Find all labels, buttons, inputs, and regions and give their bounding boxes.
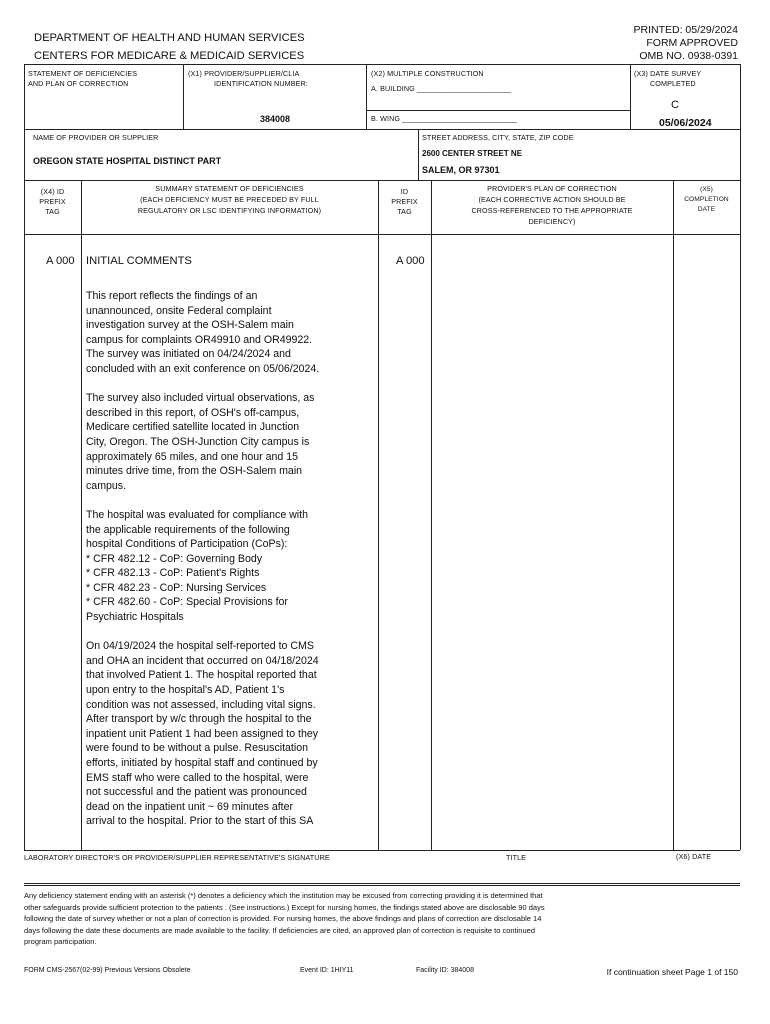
paragraph: The hospital was evaluated for compliance with the applicable requirements of the following hospital Conditions of Participation (CoPs): * CFR 482.12 - CoP: Governing Body * CFR 482.13 - CoP: Patient's Rights * CFR 482.23 - CoP: Nursing Services * CFR 482.60 - CoP: Special Provisions for Psychiatric Hospitals (86, 508, 308, 624)
facility-id: Facility ID: 384008 (416, 967, 474, 974)
department-name: DEPARTMENT OF HEALTH AND HUMAN SERVICES (34, 32, 305, 44)
plan-header-4: DEFICIENCY) (528, 217, 576, 226)
building-label: A. BUILDING _______________________ (371, 84, 512, 93)
paragraph: This report reflects the findings of an unannounced, onsite Federal complaint investigation survey at the OSH-Salem main campus for complaints OR49910 and OR49922. The survey was initiated on 04/24/2024 and concluded with an exit conference on 05/06/2024. (86, 290, 320, 375)
rule-col-summary (378, 180, 379, 850)
summary-header-3: REGULATORY OR LSC IDENTIFYING INFORMATION) (137, 206, 322, 215)
provider-name: OREGON STATE HOSPITAL DISTINCT PART (33, 156, 222, 166)
id-header-2: PREFIX (391, 197, 418, 206)
x3-label: (X3) DATE SURVEY (634, 69, 702, 78)
id-header-3: TAG (397, 207, 412, 216)
x4-header-3: TAG (45, 207, 60, 216)
printed-date: PRINTED: 05/29/2024 (633, 24, 738, 36)
rule-x3 (630, 64, 631, 129)
rule-signature (24, 850, 740, 851)
address-line1: 2600 CENTER STREET NE (422, 149, 523, 158)
date-label: (X6) DATE (676, 852, 712, 861)
rule-col-tag (81, 180, 82, 850)
rule-disclaimer-2 (24, 885, 740, 886)
summary-header-2: (EACH DEFICIENCY MUST BE PRECEDED BY FULL (140, 195, 319, 204)
x5-header-2: COMPLETION (684, 196, 729, 203)
provider-id: 384008 (260, 114, 291, 124)
plan-header-3: CROSS-REFERENCED TO THE APPROPRIATE (471, 206, 633, 215)
x1-label-2: IDENTIFICATION NUMBER: (214, 79, 308, 88)
comments-body (86, 289, 376, 844)
disclaimer: Any deficiency statement ending with an asterisk (*) denotes a deficiency which the institution may be excused from correcting providing it is determined that other safeguards provide sufficient protection to the patients . (See instructions.) Except for nursing homes, the findings stated above are disclosable 90 days following the date of survey whether or not a plan of correction is provided. For nursing homes, the above findings and plans of correction are disclosable 14 days following the date these documents are made available to the facility. If deficiencies are cited, an approved plan of correction is requisite to continued program participation. (24, 891, 545, 947)
wing-label: B. WING ____________________________ (371, 114, 517, 123)
tag-left: A 000 (46, 255, 75, 267)
address-label: STREET ADDRESS, CITY, STATE, ZIP CODE (422, 133, 574, 142)
centers-name: CENTERS FOR MEDICARE & MEDICAID SERVICES (34, 50, 305, 62)
section-title: INITIAL COMMENTS (86, 255, 192, 267)
statement-label-2: AND PLAN OF CORRECTION (28, 79, 129, 88)
rule-provider (24, 129, 740, 130)
x5-header-3: DATE (697, 206, 716, 213)
paragraph: On 04/19/2024 the hospital self-reported to CMS and OHA an incident that occurred on 04/18/2024 that involved Patient 1. The hospital reported that upon entry to the hospital's AD, Patient 1's condition was not assessed, including vital signs. After transport by w/c through the hospital to the inpatient unit Patient 1 had been assigned to they were found to be without a pulse. Resuscitation efforts, initiated by hospital staff and continued by EMS staff who were called to the hospital, were not successful and the patient was pronounced dead on the inpatient unit ~ 69 minutes after arrival to the hospital. Prior to the start of this SA (86, 640, 319, 828)
event-id: Event ID: 1HIY11 (300, 967, 354, 974)
x4-header-2: PREFIX (39, 197, 66, 206)
address-line2: SALEM, OR 97301 (422, 165, 500, 175)
survey-date: 05/06/2024 (659, 117, 712, 129)
tag-right: A 000 (396, 255, 425, 267)
plan-header-2: (EACH CORRECTIVE ACTION SHOULD BE (478, 195, 626, 204)
rule-disclaimer (24, 883, 740, 884)
x5-header-1: (X5) (700, 186, 713, 193)
rule-body (24, 234, 740, 235)
omb-number: OMB NO. 0938-0391 (639, 50, 738, 62)
form-approved: FORM APPROVED (646, 37, 738, 49)
paragraph: The survey also included virtual observations, as described in this report, of OSH's off-campus, Medicare certified satellite located in Junction City, Oregon. The OSH-Junction City campus is approximately 65 miles, and one hour and 15 minutes drive time, from the OSH-Salem main campus. (86, 392, 315, 492)
rule-col-id (431, 180, 432, 850)
form-number: FORM CMS-2567(02-99) Previous Versions Obsolete (24, 967, 191, 974)
rule-wing (366, 110, 630, 111)
signature-label: LABORATORY DIRECTOR'S OR PROVIDER/SUPPLIER REPRESENTATIVE'S SIGNATURE (24, 853, 330, 862)
rule-x2 (366, 64, 367, 129)
provider-label: NAME OF PROVIDER OR SUPPLIER (33, 133, 159, 142)
plan-header-1: PROVIDER'S PLAN OF CORRECTION (487, 184, 617, 193)
x4-header-1: (X4) ID (40, 187, 65, 196)
rule-address (418, 129, 419, 180)
rule-colheaders (24, 180, 740, 181)
x3-label-2: COMPLETED (650, 79, 696, 88)
statement-label: STATEMENT OF DEFICIENCIES (28, 69, 138, 78)
x1-label: (X1) PROVIDER/SUPPLIER/CLIA (188, 69, 300, 78)
rule-right (740, 64, 741, 850)
rule-left (24, 64, 25, 850)
page-indicator: If continuation sheet Page 1 of 150 (606, 967, 738, 977)
survey-code: C (671, 99, 680, 111)
summary-header-1: SUMMARY STATEMENT OF DEFICIENCIES (155, 184, 304, 193)
rule-col-plan (673, 180, 674, 850)
rule-x1 (183, 64, 184, 129)
title-label: TITLE (506, 853, 527, 862)
x2-label: (X2) MULTIPLE CONSTRUCTION (371, 69, 484, 78)
id-header-1: ID (400, 187, 409, 196)
rule-top (24, 64, 740, 65)
